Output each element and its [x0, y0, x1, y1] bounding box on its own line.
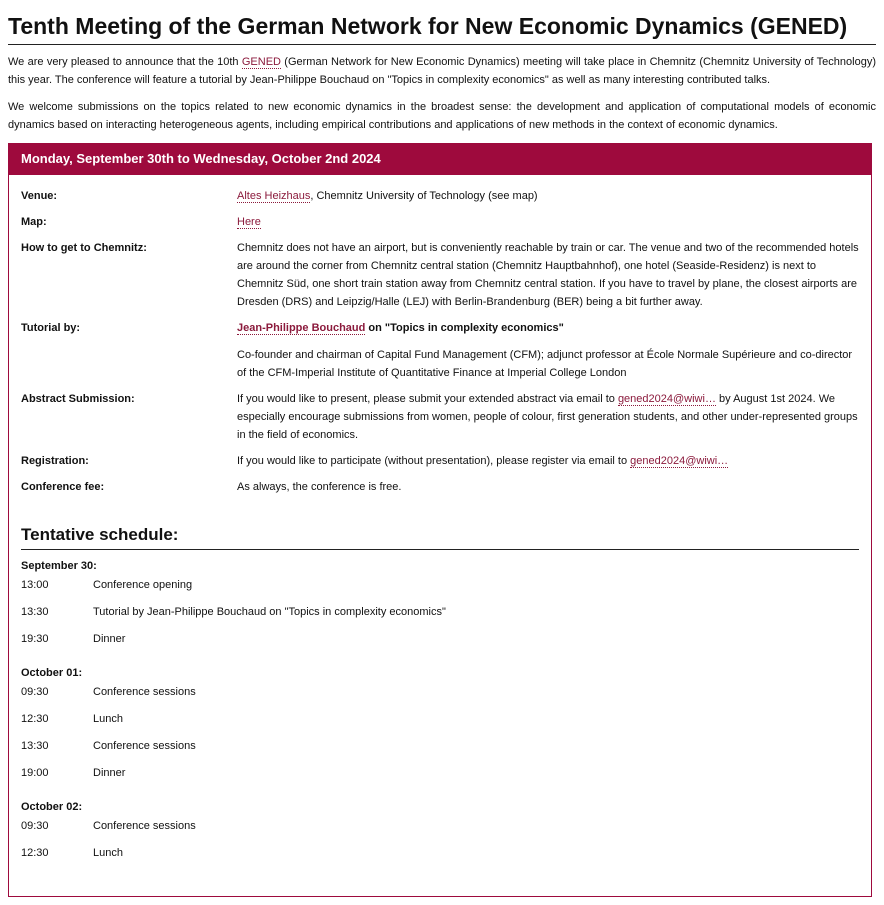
tutorial-label: Tutorial by: — [21, 322, 81, 334]
venue-value — [237, 187, 859, 205]
intro-paragraph-2: We welcome submissions on the topics related to new economic dynamics in the broadest sense: the development and application of computational models of economic dynamics based on interacting heterogeneous agents, including empirical contributions and applications of new methods in the context of economic dynamics. — [8, 101, 876, 131]
tutorial-value — [237, 319, 859, 382]
schedule-day-label: October 01: — [21, 667, 83, 679]
venue-row — [21, 187, 859, 205]
schedule-heading: Tentative schedule: — [21, 526, 859, 550]
travel-row — [21, 239, 859, 311]
intro-text-post: (German Network for New Economic Dynamics) meeting will take place in Chemnitz (Chemnitz University of Technology) this year. The conference will feature a tutorial by Jean-Philippe Bouchaud on "Topics in complexity economics" as well as many interesting contributed talks. — [8, 56, 876, 86]
registration-email-link[interactable]: gened2024@wiwi… — [630, 455, 729, 467]
map-link[interactable]: Here — [237, 216, 261, 228]
map-label: Map: — [21, 216, 47, 228]
intro — [8, 45, 876, 134]
event-time: 13:30 — [21, 606, 49, 618]
tutor-link[interactable]: Jean-Philippe Bouchaud — [237, 322, 366, 334]
schedule-event — [21, 734, 859, 761]
fee-label: Conference fee: — [21, 481, 105, 493]
schedule — [9, 526, 871, 868]
event-description: Lunch — [93, 713, 123, 725]
abstract-text-pre: If you would like to present, please submit your extended abstract via email to — [237, 393, 618, 405]
tutor-bio: Co-founder and chairman of Capital Fund Management (CFM); adjunct professor at École Normale Supérieure and co-director of the CFM-Imperial Institute of Quantitative Finance at Imperial College London — [237, 349, 853, 379]
map-row — [21, 213, 859, 231]
abstract-email-link[interactable]: gened2024@wiwi… — [617, 393, 716, 405]
registration-label: Registration: — [21, 455, 89, 467]
event-description: Conference sessions — [93, 820, 196, 832]
abstract-label: Abstract Submission: — [21, 393, 135, 405]
schedule-event — [21, 841, 859, 868]
event-time: 09:30 — [21, 820, 49, 832]
event-time: 13:30 — [21, 740, 49, 752]
fee-text: As always, the conference is free. — [237, 481, 402, 493]
schedule-event — [21, 573, 859, 600]
map-value — [237, 213, 859, 231]
tutorial-topic: on "Topics in complexity economics" — [365, 322, 564, 334]
event-description: Dinner — [93, 633, 126, 645]
registration-row — [21, 452, 859, 470]
dates-header: Monday, September 30th to Wednesday, October 2nd 2024 — [9, 144, 871, 175]
conference-info-box — [8, 143, 872, 897]
event-description: Dinner — [93, 767, 126, 779]
intro-paragraph-1 — [8, 45, 876, 89]
tutorial-row — [21, 319, 859, 382]
schedule-event — [21, 627, 859, 654]
schedule-event — [21, 680, 859, 707]
travel-text: Chemnitz does not have an airport, but is conveniently reachable by train or car. The venue and two of the recommended hotels are around the corner from Chemnitz central station (Chemnitz Hauptbahnhof), one hotel (Seaside-Residenz) is next to Chemnitz Süd, one short train station away from Chemnitz central station. If you have to travel by plane, the closest airports are Dresden (DRS) and Leipzig/Halle (LEJ) with Berlin-Brandenburg (BER) being a bit further away. — [237, 242, 859, 308]
event-time: 19:30 — [21, 633, 49, 645]
schedule-event — [21, 814, 859, 841]
abstract-row — [21, 390, 859, 444]
gened-link[interactable]: GENED — [241, 56, 281, 68]
schedule-event — [21, 600, 859, 627]
event-description: Tutorial by Jean-Philippe Bouchaud on "Topics in complexity economics" — [93, 606, 446, 618]
venue-label: Venue: — [21, 190, 58, 202]
fee-row — [21, 478, 859, 496]
schedule-day-label: October 02: — [21, 801, 83, 813]
event-description: Conference opening — [93, 579, 193, 591]
schedule-event — [21, 761, 859, 788]
abstract-value — [237, 390, 859, 444]
schedule-event — [21, 707, 859, 734]
travel-label: How to get to Chemnitz: — [21, 242, 147, 254]
schedule-days — [21, 559, 859, 868]
event-description: Lunch — [93, 847, 123, 859]
event-time: 12:30 — [21, 847, 49, 859]
event-time: 19:00 — [21, 767, 49, 779]
event-time: 09:30 — [21, 686, 49, 698]
event-description: Conference sessions — [93, 686, 196, 698]
abstract-text-post: by August 1st 2024. We especially encourage submissions from women, people of colour, first generation students, and other under-represented groups in the field of economics. — [237, 393, 858, 441]
registration-value — [237, 452, 859, 470]
schedule-day-label: September 30: — [21, 560, 97, 572]
intro-text-pre: We are very pleased to announce that the 10th — [8, 56, 242, 68]
info-table — [9, 175, 871, 496]
event-time: 13:00 — [21, 579, 49, 591]
event-description: Conference sessions — [93, 740, 196, 752]
event-time: 12:30 — [21, 713, 49, 725]
venue-link[interactable]: Altes Heizhaus — [237, 190, 311, 202]
venue-text: , Chemnitz University of Technology (see map) — [310, 190, 538, 202]
tutorial-title — [237, 319, 859, 337]
page-title: Tenth Meeting of the German Network for New Economic Dynamics (GENED) — [8, 0, 876, 45]
registration-text: If you would like to participate (without presentation), please register via email to — [237, 455, 631, 467]
